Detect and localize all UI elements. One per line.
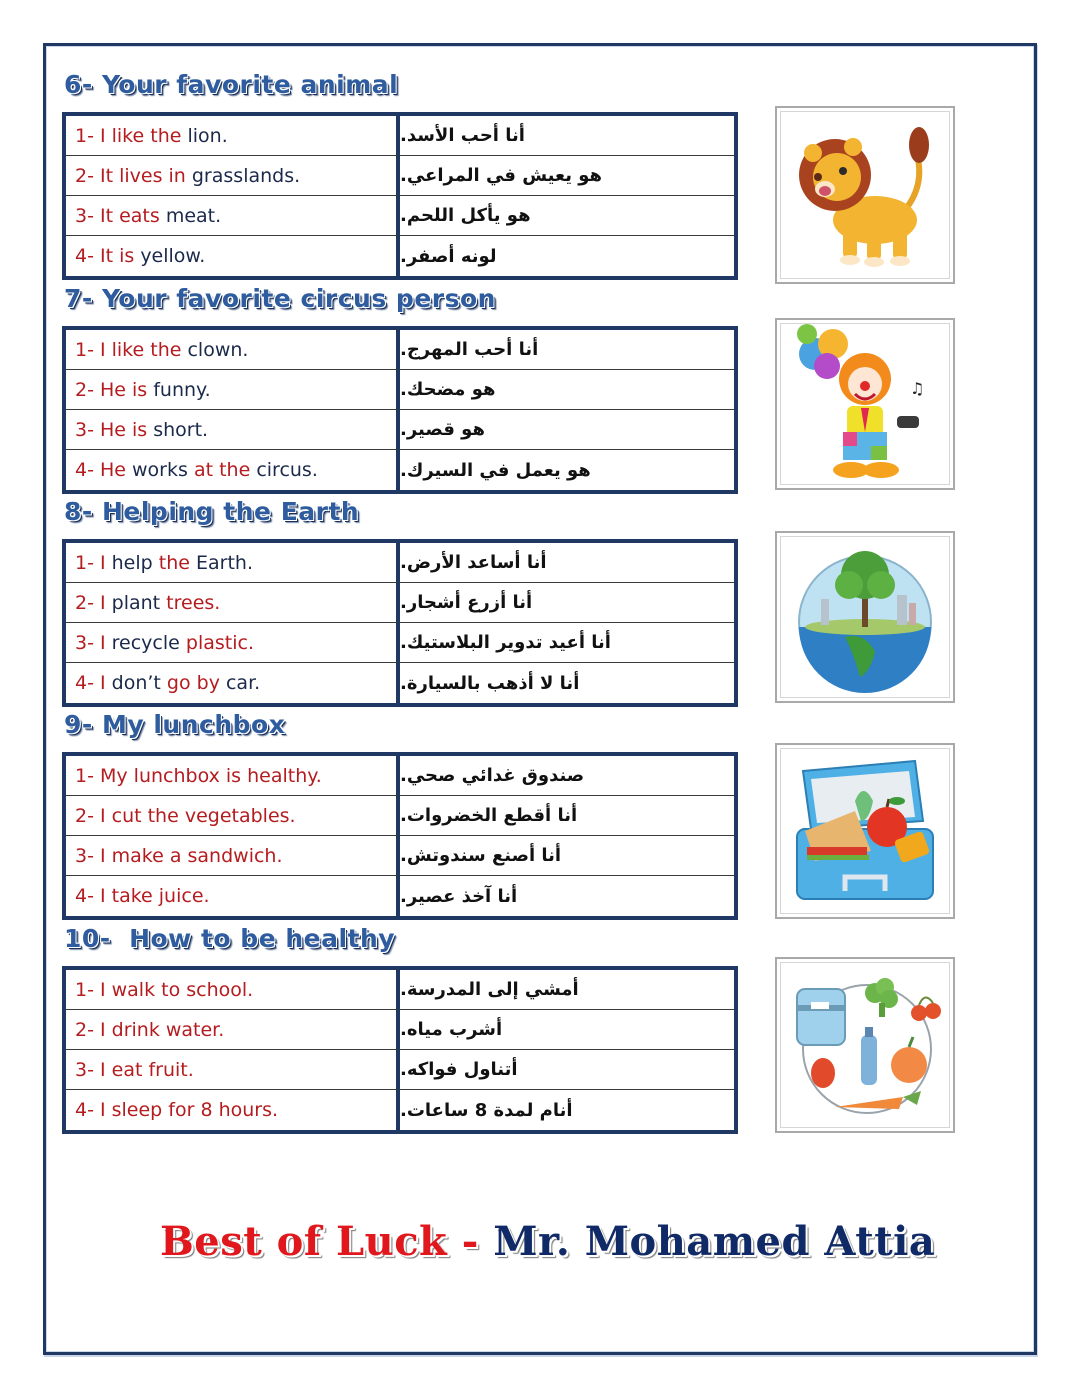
english-cell: 1- I help the Earth.	[66, 543, 400, 583]
arabic-cell: لونه أصفر.	[400, 245, 497, 267]
arabic-cell: هو قصير.	[400, 410, 734, 450]
arabic-cell: أتناول فواكه.	[400, 1050, 734, 1090]
english-cell: 3- It eats meat.	[66, 196, 400, 236]
clown-icon	[785, 324, 945, 484]
english-cell: 3- I eat fruit.	[66, 1050, 400, 1090]
section-title: 9- My lunchbox	[64, 710, 286, 739]
english-cell: 4- He works at the circus.	[66, 450, 400, 490]
phrase-table	[62, 966, 738, 1134]
phrase-table	[62, 112, 738, 280]
healthy-habits-icon	[785, 965, 945, 1125]
phrase-table	[62, 326, 738, 494]
english-cell: 2- It lives in grasslands.	[66, 156, 400, 196]
lunchbox-image	[775, 743, 955, 919]
english-cell: 1- My lunchbox is healthy.	[66, 756, 400, 796]
earth-image	[775, 531, 955, 703]
english-cell: 1- I like the lion.	[66, 116, 400, 156]
clown-image	[775, 318, 955, 490]
english-cell: 1- I walk to school.	[66, 970, 400, 1010]
english-cell: 3- I recycle plastic.	[66, 623, 400, 663]
arabic-cell: صندوق غدائي صحي.	[400, 756, 734, 796]
english-cell: 4- It is yellow.	[66, 236, 400, 276]
arabic-cell: أنا آخذ عصير.	[400, 885, 518, 907]
english-cell: 4- I sleep for 8 hours.	[66, 1090, 400, 1130]
english-cell: 3- I make a sandwich.	[66, 836, 400, 876]
section-title: 10- How to be healthy	[64, 924, 396, 953]
arabic-cell: أنا أحب المهرج.	[400, 330, 734, 370]
section-title: 8- Helping the Earth	[64, 497, 360, 526]
arabic-cell: هو يعمل في السيرك.	[400, 459, 591, 481]
lion-icon	[785, 115, 945, 275]
arabic-cell: أنا أقطع الخضروات.	[400, 796, 734, 836]
lion-image	[775, 106, 955, 284]
arabic-cell: أنا لا أذهب بالسيارة.	[400, 672, 580, 694]
english-cell: 2- I drink water.	[66, 1010, 400, 1050]
arabic-cell: أنا أساعد الأرض.	[400, 543, 734, 583]
english-cell: 2- He is funny.	[66, 370, 400, 410]
phrase-table	[62, 539, 738, 707]
arabic-cell: أنا أعيد تدوير البلاستيك.	[400, 623, 734, 663]
arabic-cell: هو يأكل اللحم.	[400, 196, 734, 236]
english-cell: 4- I take juice.	[66, 876, 400, 916]
healthy-habits-image	[775, 957, 955, 1133]
english-cell: 2- I plant trees.	[66, 583, 400, 623]
arabic-cell: أشرب مياه.	[400, 1010, 734, 1050]
english-cell: 2- I cut the vegetables.	[66, 796, 400, 836]
arabic-cell: هو يعيش في المراعي.	[400, 156, 734, 196]
english-cell: 4- I don’t go by car.	[66, 663, 400, 703]
phrase-table	[62, 752, 738, 920]
arabic-cell: أنا أحب الأسد.	[400, 116, 734, 156]
english-cell: 3- He is short.	[66, 410, 400, 450]
footer-best-of-luck: Best of Luck -	[160, 1218, 494, 1265]
section-title: 7- Your favorite circus person	[64, 284, 496, 313]
arabic-cell: أنا أصنع سندوتش.	[400, 836, 734, 876]
earth-globe-icon	[785, 537, 945, 697]
english-cell: 1- I like the clown.	[66, 330, 400, 370]
footer-teacher-name: Mr. Mohamed Attia	[493, 1218, 936, 1265]
arabic-cell: أمشي إلى المدرسة.	[400, 970, 734, 1010]
arabic-cell: أنا أزرع أشجار.	[400, 583, 734, 623]
lunchbox-icon	[785, 751, 945, 911]
section-title: 6- Your favorite animal	[64, 70, 399, 99]
svg-text:♫: ♫	[910, 379, 925, 398]
footer-signature	[160, 1218, 980, 1268]
arabic-cell: أنام لمدة 8 ساعات.	[400, 1099, 573, 1121]
arabic-cell: هو مضحك.	[400, 370, 734, 410]
